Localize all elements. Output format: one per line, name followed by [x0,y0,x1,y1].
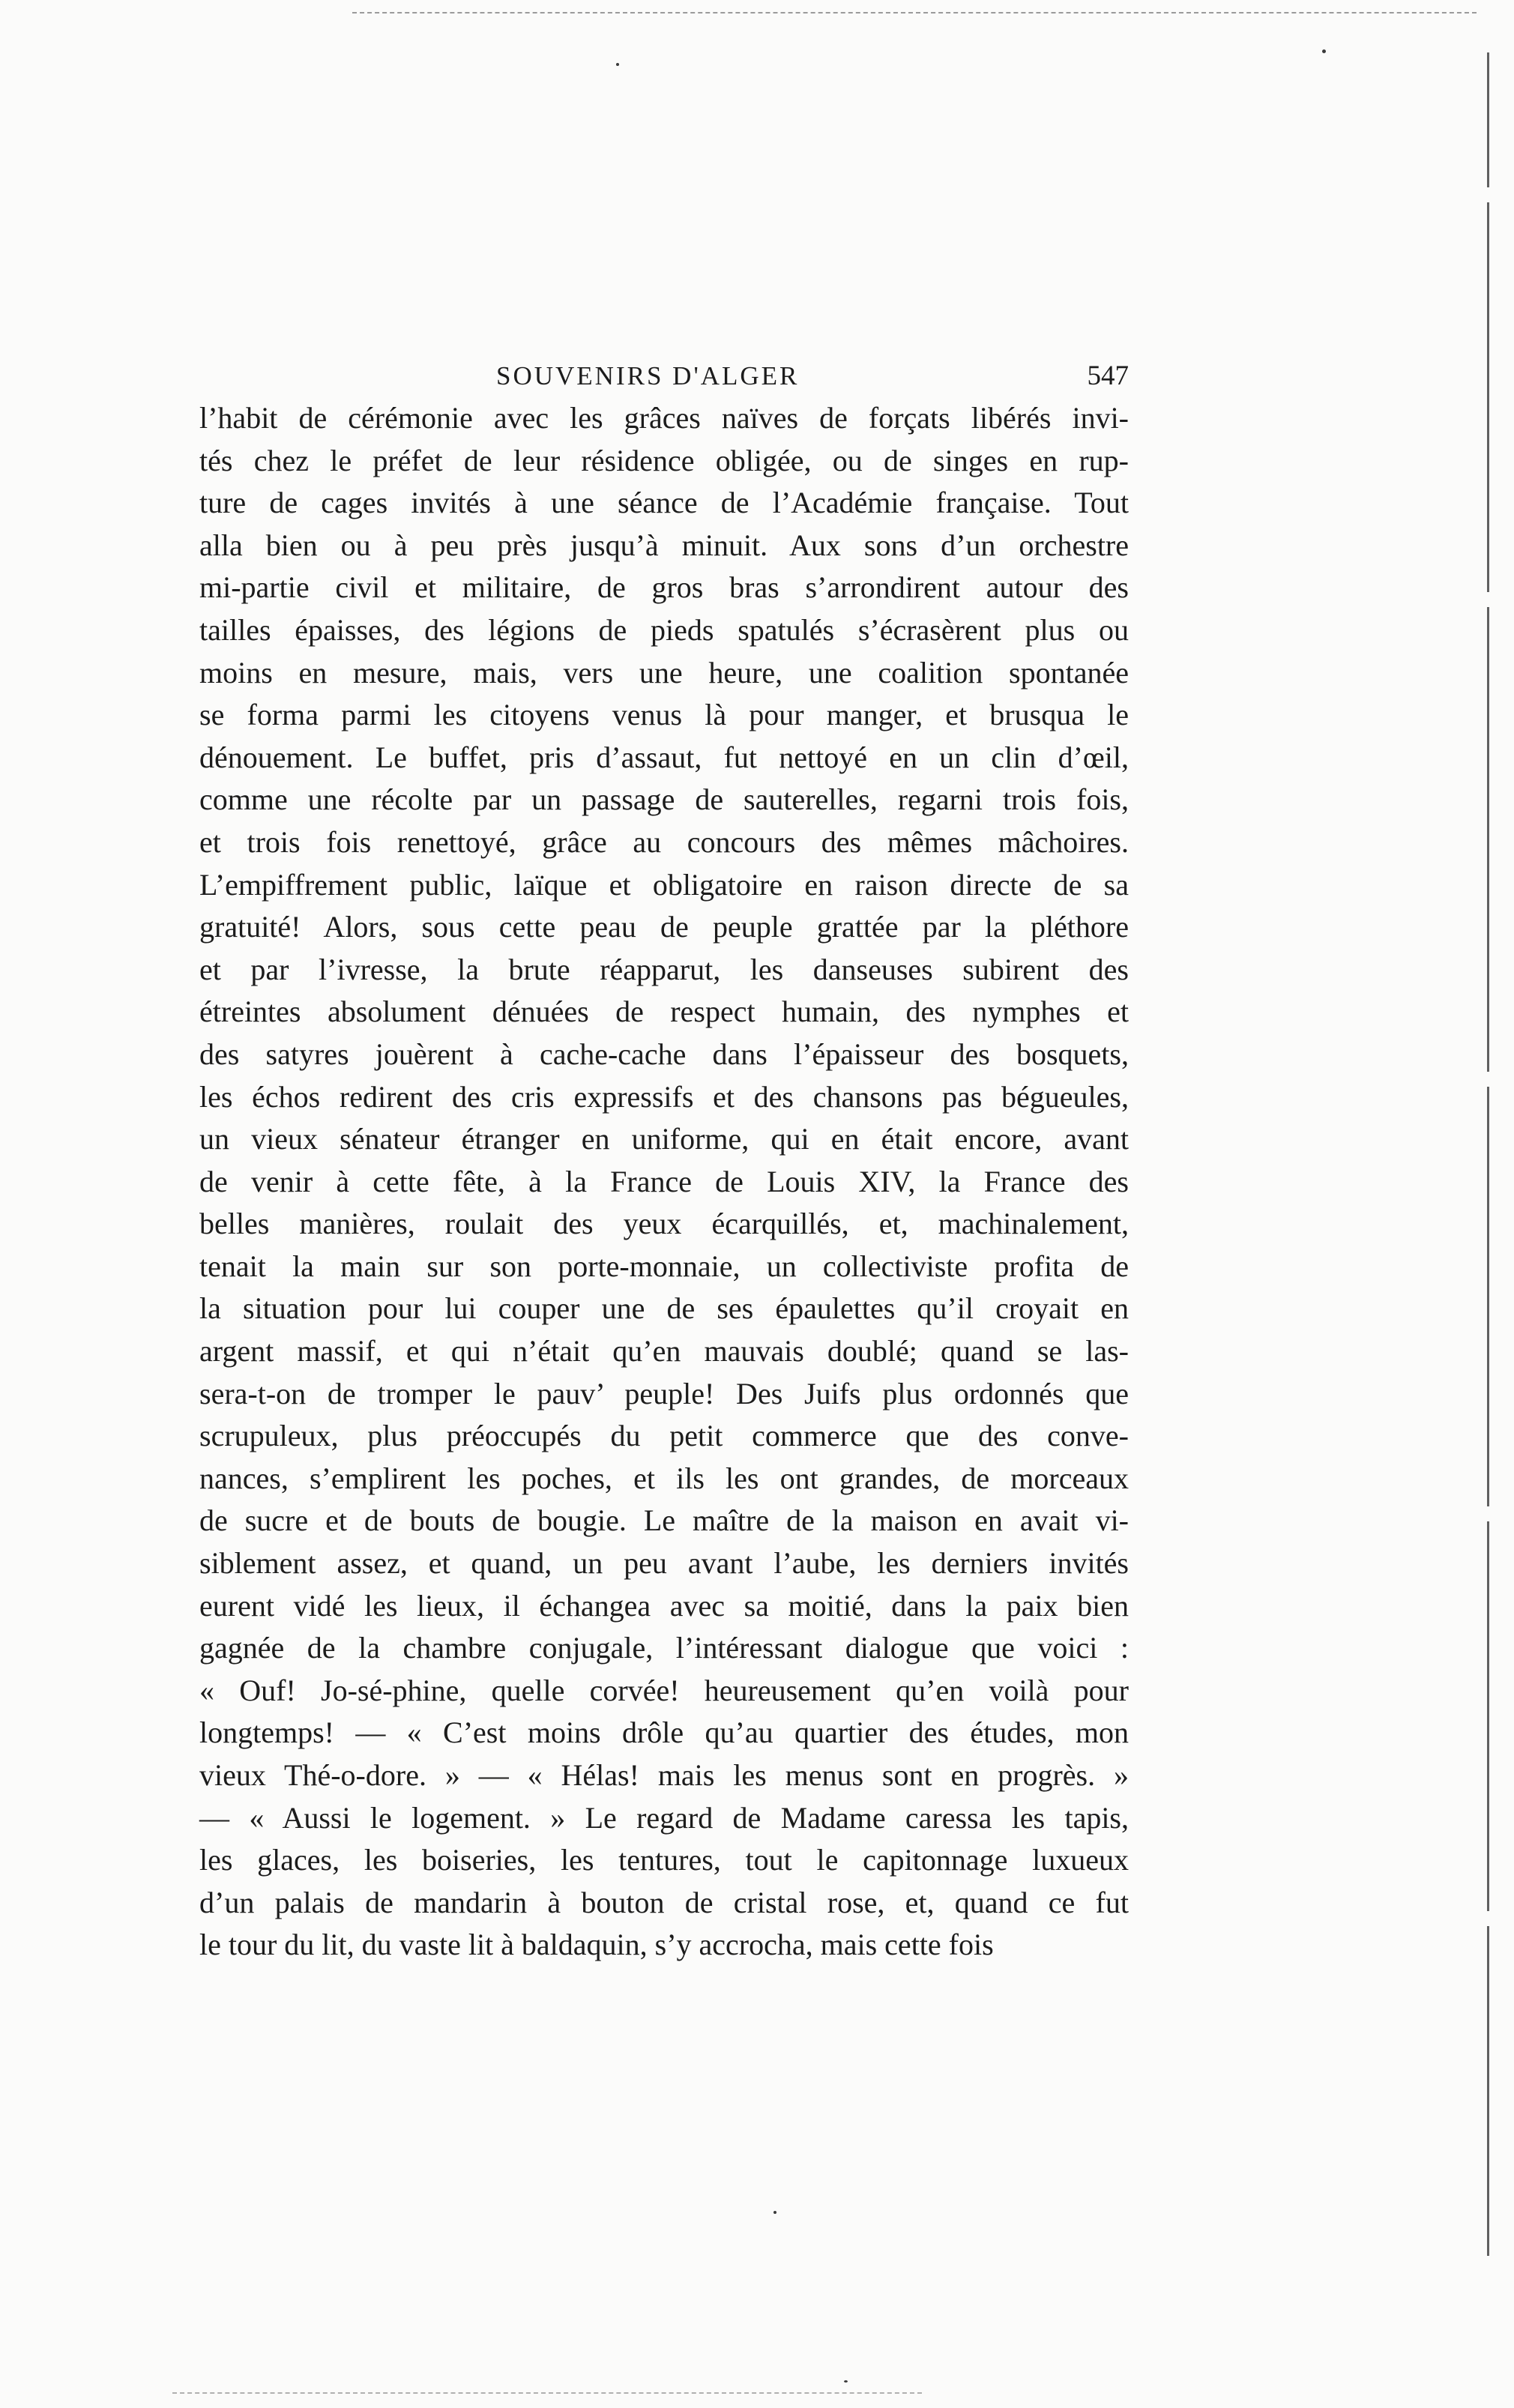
text-line: tenait la main sur son porte-monnaie, un collectiviste profita de [199,1249,1129,1283]
scan-right-edge-rule [1487,607,1489,1072]
scan-bottom-edge-artifact [172,2392,922,2394]
text-line: les glaces, les boiseries, les tentures, tout le capitonnage luxueux [199,1843,1129,1877]
text-line: ture de cages invités à une séance de l’Académie française. Tout [199,486,1129,520]
text-line: tailles épaisses, des légions de pieds spatulés s’écrasèrent plus ou [199,612,1129,647]
text-line: tés chez le préfet de leur résidence obligée, ou de singes en rup- [199,443,1129,477]
text-line: moins en mesure, mais, vers une heure, une coalition spontanée [199,655,1129,689]
scan-right-edge-rule [1487,1087,1489,1506]
text-line: mi-partie civil et militaire, de gros bras s’arrondirent autour des [199,570,1129,605]
body-text [199,397,1129,1967]
text-line: eurent vidé les lieux, il échangea avec sa moitié, dans la paix bien [199,1588,1129,1623]
text-line: alla bien ou à peu près jusqu’à minuit. Aux sons d’un orchestre [199,528,1129,562]
scan-speck [773,2211,776,2214]
text-line: scrupuleux, plus préoccupés du petit commerce que des conve- [199,1419,1129,1453]
text-line: un vieux sénateur étranger en uniforme, qui en était encore, avant [199,1122,1129,1156]
scan-speck [616,63,619,66]
text-line: « Ouf! Jo-sé-phine, quelle corvée! heureusement qu’en voilà pour [199,1673,1129,1707]
text-line: belles manières, roulait des yeux écarquillés, et, machinalement, [199,1207,1129,1241]
text-line: sera-t-on de tromper le pauv’ peuple! Des Juifs plus ordonnés que [199,1376,1129,1410]
text-line: et trois fois renettoyé, grâce au concours des mêmes mâchoires. [199,824,1129,859]
scan-right-edge-rule [1487,1926,1489,2256]
text-line: et par l’ivresse, la brute réapparut, les danseuses subirent des [199,952,1129,986]
text-line: gratuité! Alors, sous cette peau de peuple grattée par la pléthore [199,910,1129,944]
scan-right-edge-rule [1487,52,1489,187]
text-line: — « Aussi le logement. » Le regard de Madame caressa les tapis, [199,1800,1129,1835]
text-line: de venir à cette fête, à la France de Louis XIV, la France des [199,1164,1129,1198]
text-line: comme une récolte par un passage de sauterelles, regarni trois fois, [199,782,1129,817]
scan-top-edge-artifact [352,12,1477,13]
text-line: se forma parmi les citoyens venus là pour manger, et brusqua le [199,698,1129,732]
page-number: 547 [1087,360,1129,391]
text-line: L’empiffrement public, laïque et obligatoire en raison directe de sa [199,867,1129,902]
text-line: gagnée de la chambre conjugale, l’intéressant dialogue que voici : [199,1631,1129,1665]
text-line: la situation pour lui couper une de ses épaulettes qu’il croyait en [199,1291,1129,1326]
scan-speck [844,2380,848,2383]
text-line: siblement assez, et quand, un peu avant l’aube, les derniers invités [199,1546,1129,1581]
text-line: étreintes absolument dénuées de respect humain, des nymphes et [199,995,1129,1029]
text-line: les échos redirent des cris expressifs et des chansons pas bégueules, [199,1079,1129,1114]
scan-speck [1322,49,1326,53]
scan-right-edge-rule [1487,202,1489,592]
text-line: l’habit de cérémonie avec les grâces naïves de forçats libérés invi- [199,401,1129,435]
text-line: le tour du lit, du vaste lit à baldaquin, s’y accrocha, mais cette fois [199,1928,994,1962]
scan-right-edge-rule [1487,1521,1489,1911]
running-title: SOUVENIRS D'ALGER [496,361,800,390]
text-line: des satyres jouèrent à cache-cache dans l’épaisseur des bosquets, [199,1036,1129,1071]
text-line: argent massif, et qui n’était qu’en mauvais doublé; quand se las- [199,1334,1129,1369]
running-head [196,354,1135,399]
text-line: nances, s’emplirent les poches, et ils les ont grandes, de morceaux [199,1461,1129,1495]
text-line: d’un palais de mandarin à bouton de cristal rose, et, quand ce fut [199,1885,1129,1919]
text-line: vieux Thé-o-dore. » — « Hélas! mais les menus sont en progrès. » [199,1758,1129,1792]
text-line: dénouement. Le buffet, pris d’assaut, fut nettoyé en un clin d’œil, [199,740,1129,774]
text-line: longtemps! — « C’est moins drôle qu’au quartier des études, mon [199,1716,1129,1750]
text-line: de sucre et de bouts de bougie. Le maître de la maison en avait vi- [199,1503,1129,1538]
